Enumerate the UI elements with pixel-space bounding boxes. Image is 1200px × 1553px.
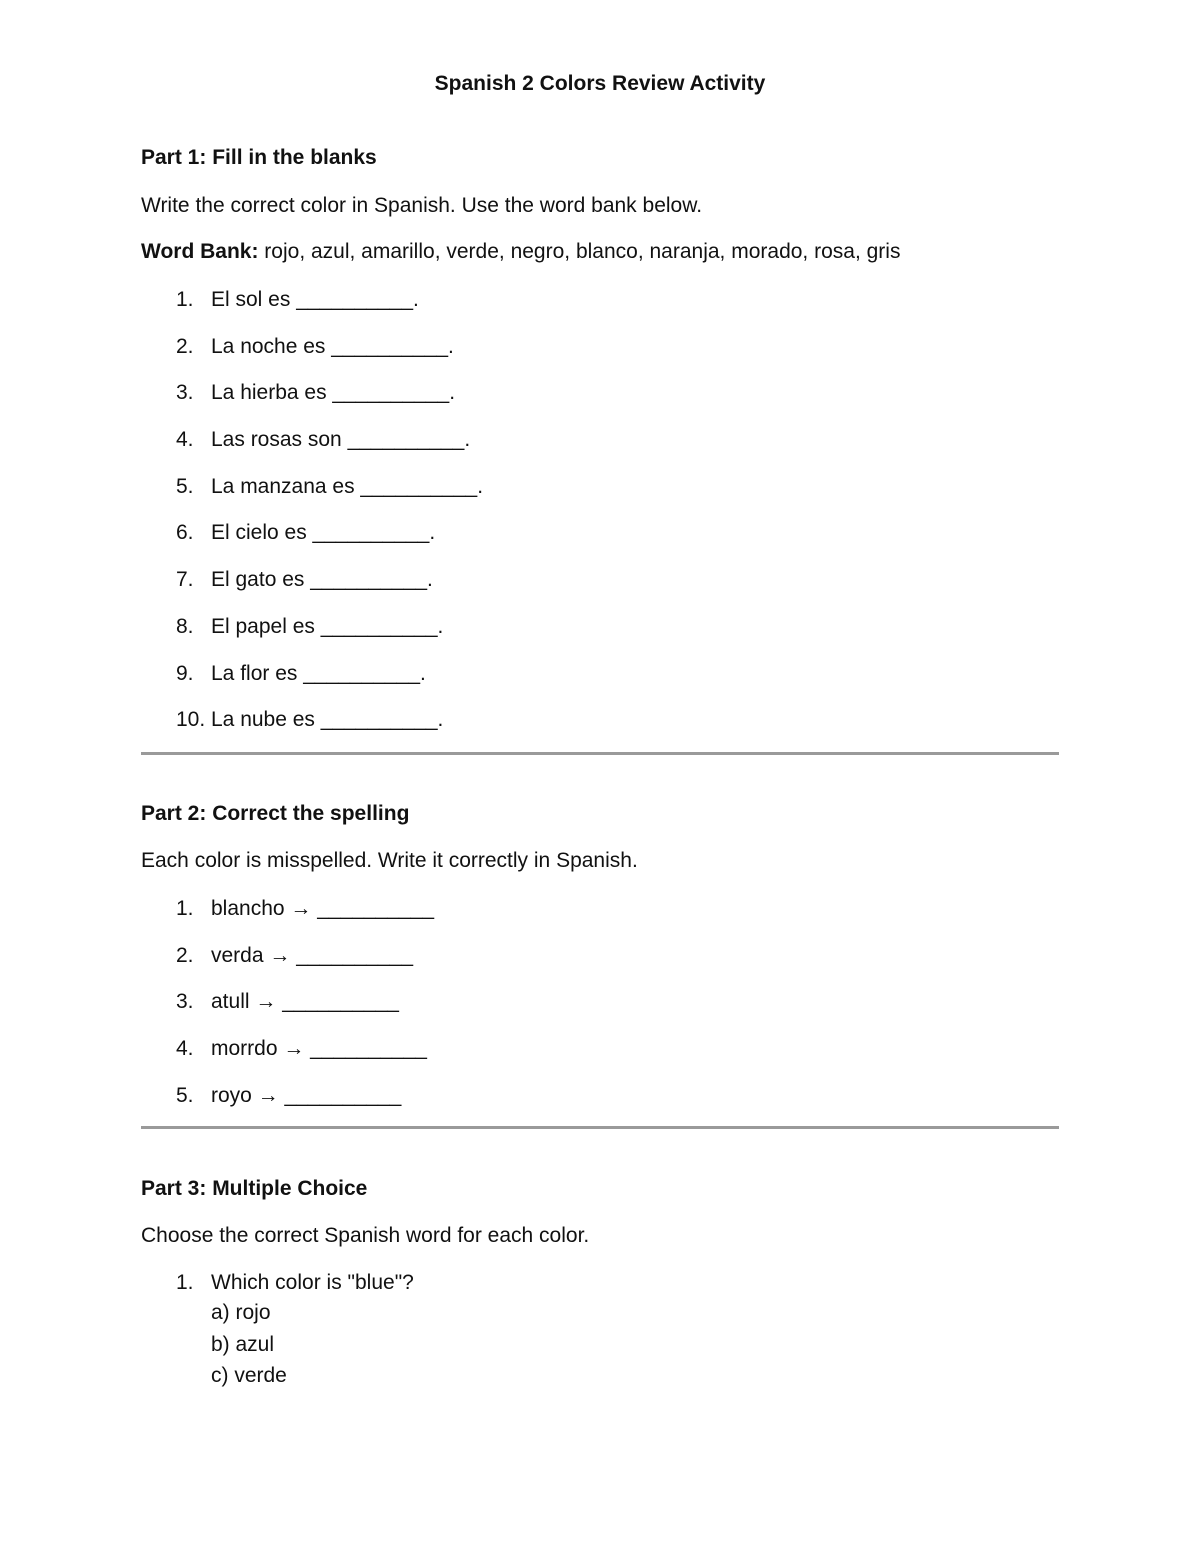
item-number: 3. — [176, 381, 194, 405]
answer-options — [211, 1297, 287, 1392]
word-bank-words: rojo, azul, amarillo, verde, negro, blanco, naranja, morado, rosa, gris — [264, 240, 901, 263]
item-text: La nube es __________. — [211, 708, 444, 732]
page-title: Spanish 2 Colors Review Activity — [434, 72, 766, 95]
item-text: La hierba es __________. — [211, 381, 456, 405]
section-divider — [141, 752, 1059, 755]
part3-heading: Part 3: Multiple Choice — [141, 1177, 368, 1200]
item-text: royo → __________ — [211, 1083, 402, 1107]
item-text: morrdo → __________ — [211, 1037, 427, 1061]
part3-instructions: Choose the correct Spanish word for each color. — [141, 1224, 590, 1247]
item-number: 1. — [176, 1271, 194, 1294]
question-text: Which color is "blue"? — [211, 1271, 414, 1294]
item-number: 1. — [176, 897, 194, 920]
item-text: verda → __________ — [211, 943, 413, 967]
item-text: La manzana es __________. — [211, 474, 484, 498]
item-text: Las rosas son __________. — [211, 428, 471, 452]
item-number: 4. — [176, 1037, 194, 1061]
word-bank-label: Word Bank: — [141, 240, 259, 263]
item-number: 10. — [176, 708, 206, 732]
item-text: El papel es __________. — [211, 614, 444, 638]
item-number: 2. — [176, 334, 194, 358]
answer-option: c) verde — [211, 1364, 287, 1387]
item-number: 8. — [176, 614, 194, 638]
word-bank — [141, 240, 900, 264]
part2-heading: Part 2: Correct the spelling — [141, 802, 410, 825]
item-text: El cielo es __________. — [211, 521, 436, 545]
answer-option: b) azul — [211, 1332, 275, 1356]
item-number: 1. — [176, 288, 194, 311]
section-divider — [141, 1126, 1059, 1129]
item-number: 5. — [176, 474, 194, 498]
item-text: blancho → __________ — [211, 897, 435, 920]
item-number: 5. — [176, 1083, 194, 1107]
item-number: 9. — [176, 661, 194, 685]
part2-instructions: Each color is misspelled. Write it correctly in Spanish. — [141, 849, 638, 872]
part1-heading: Part 1: Fill in the blanks — [141, 146, 377, 169]
part1-instructions: Write the correct color in Spanish. Use the word bank below. — [141, 194, 703, 217]
item-number: 4. — [176, 428, 194, 452]
item-number: 7. — [176, 568, 194, 592]
item-number: 2. — [176, 943, 194, 967]
item-number: 3. — [176, 990, 194, 1014]
item-text: El gato es __________. — [211, 568, 433, 592]
item-text: atull → __________ — [211, 990, 399, 1014]
item-number: 6. — [176, 521, 194, 545]
answer-option: a) rojo — [211, 1301, 271, 1324]
item-text: La noche es __________. — [211, 334, 454, 358]
item-text: El sol es __________. — [211, 288, 419, 311]
item-text: La flor es __________. — [211, 661, 426, 685]
